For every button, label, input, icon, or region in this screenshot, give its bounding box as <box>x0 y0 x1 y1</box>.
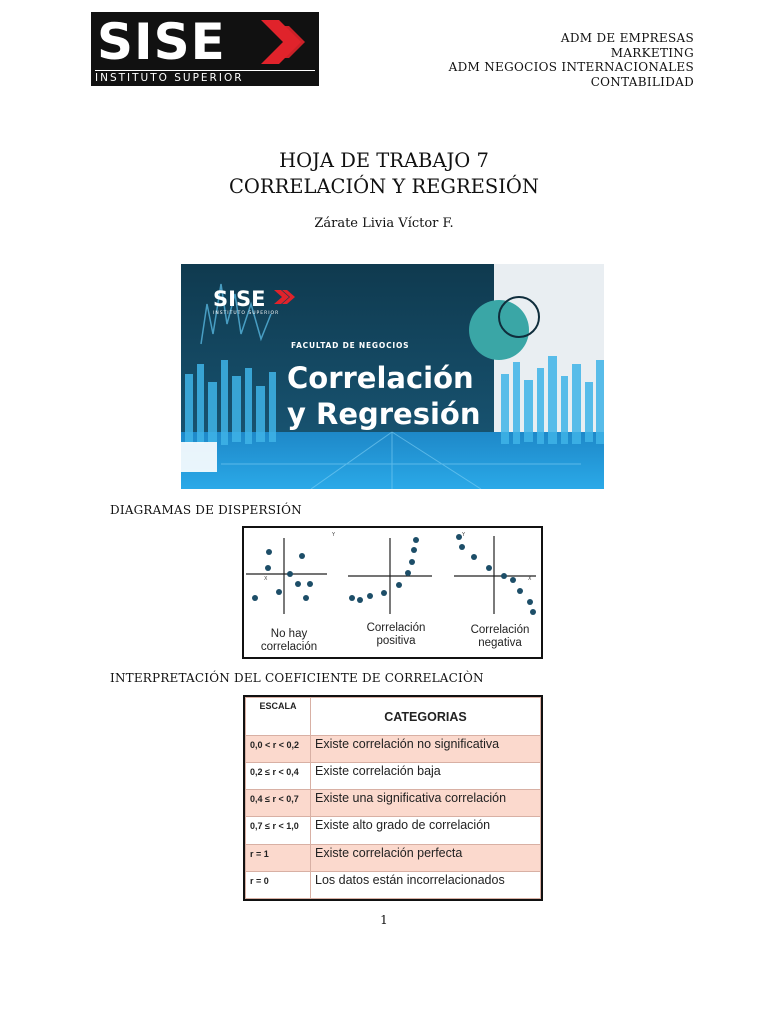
table-row <box>246 817 541 844</box>
banner-brand: SISE <box>213 287 266 311</box>
category-cell: Existe correlación no significativa <box>311 736 541 763</box>
section-label-interpretation: INTERPRETACIÓN DEL COEFICIENTE DE CORRELACIÒN <box>110 671 484 685</box>
page-title-line2: CORRELACIÓN Y REGRESIÓN <box>228 175 539 198</box>
banner-brand-subtitle: INSTITUTO SUPERIOR <box>213 311 280 316</box>
chevron-right-icon <box>261 20 313 64</box>
category-cell: Existe correlación baja <box>311 763 541 790</box>
program-list <box>449 31 694 89</box>
correlation-table-figure <box>243 695 543 901</box>
program-item: ADM NEGOCIOS INTERNACIONALES <box>448 60 694 74</box>
table-row <box>246 844 541 871</box>
logo-brand: SISE <box>97 13 226 71</box>
section-label-scatter: DIAGRAMAS DE DISPERSIÓN <box>110 503 302 517</box>
table-row <box>246 763 541 790</box>
table-header-row <box>246 698 541 736</box>
table-row <box>246 790 541 817</box>
axis-y-label: Y <box>332 532 336 538</box>
banner-title-line1: Correlación <box>287 361 474 395</box>
logo-subtitle: INSTITUTO SUPERIOR <box>95 70 315 84</box>
page-number: 1 <box>380 913 388 927</box>
category-cell: Existe una significativa correlación <box>311 790 541 817</box>
sise-logo <box>91 12 319 86</box>
axis-x-label: X <box>264 576 268 582</box>
program-item: ADM DE EMPRESAS <box>560 31 694 45</box>
scatter-caption-negative: Correlación negativa <box>470 624 530 649</box>
column-header-scale: ESCALA <box>246 698 311 736</box>
scale-cell: 0,4 ≤ r < 0,7 <box>246 790 311 817</box>
category-cell: Los datos están incorrelacionados <box>311 871 541 898</box>
scale-cell: 0,7 ≤ r < 1,0 <box>246 817 311 844</box>
banner-faculty: FACULTAD DE NEGOCIOS <box>291 341 410 350</box>
scatter-caption-none: No hay correlación <box>260 628 318 653</box>
banner-image <box>181 264 604 489</box>
category-cell: Existe alto grado de correlación <box>311 817 541 844</box>
program-item: MARKETING <box>610 45 694 60</box>
program-item: CONTABILIDAD <box>590 74 694 89</box>
scatter-diagram-figure <box>242 526 543 659</box>
axis-y-label: Y <box>462 532 466 538</box>
table-row <box>246 871 541 898</box>
table-row <box>246 736 541 763</box>
scale-cell: r = 0 <box>246 871 311 898</box>
title-block <box>0 148 768 231</box>
page-title-line1: HOJA DE TRABAJO 7 <box>279 149 489 172</box>
banner-title-line2: y Regresión <box>287 397 481 431</box>
scale-cell: 0,2 ≤ r < 0,4 <box>246 763 311 790</box>
scale-cell: 0,0 < r < 0,2 <box>246 736 311 763</box>
author-name: Zárate Livia Víctor F. <box>314 216 454 231</box>
scatter-caption-positive: Correlación positiva <box>366 622 426 647</box>
scale-cell: r = 1 <box>246 844 311 871</box>
category-cell: Existe correlación perfecta <box>311 844 541 871</box>
correlation-table <box>245 697 541 899</box>
axis-x-label: X <box>528 576 532 582</box>
column-header-categories: CATEGORIAS <box>311 698 541 736</box>
